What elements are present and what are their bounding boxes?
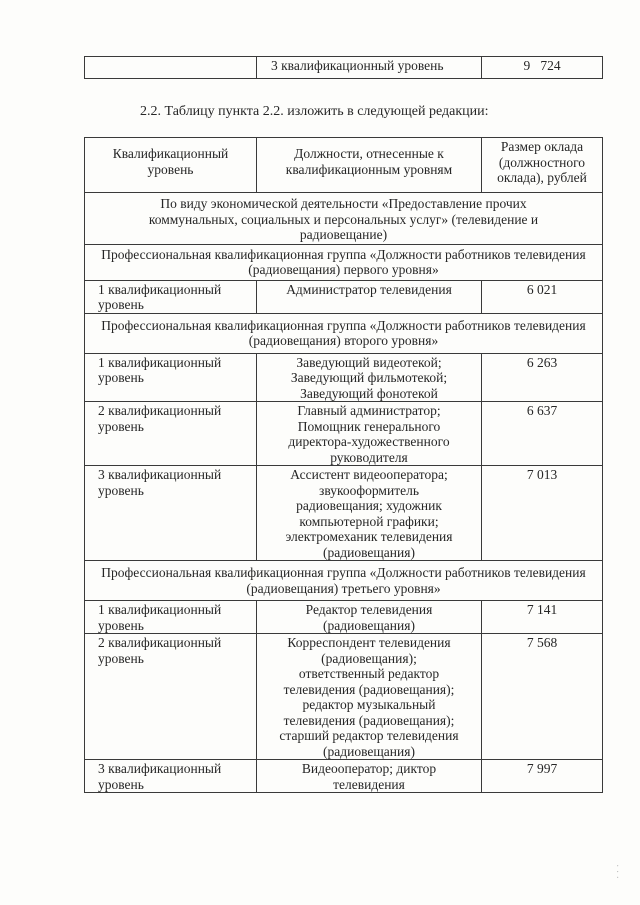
table-row [85,466,603,561]
table-row [85,634,603,760]
level-cell: 2 квалификационный уровень [85,634,257,760]
positions-cell: Администратор телевидения [257,280,482,313]
salary-cell: 7 997 [482,760,603,793]
group-title-row [85,561,603,601]
header-row [85,138,603,193]
header-positions: Должности, отнесенные к квалификационным уровням [257,138,482,193]
salary-table-body [85,138,603,793]
header-level: Квалификационный уровень [85,138,257,193]
positions-cell: Видеооператор; диктор телевидения [257,760,482,793]
salary-cell: 6 021 [482,280,603,313]
table-cell [85,57,257,79]
continued-table [84,56,603,79]
group-title-row [85,313,603,353]
salary-cell: 7 013 [482,466,603,561]
table-row [85,280,603,313]
scan-mark: · · · [611,864,622,879]
positions-cell: Заведующий видеотекой; Заведующий фильмотекой; Заведующий фонотекой [257,353,482,402]
positions-cell: Редактор телевидения (радиовещания) [257,601,482,634]
level-cell: 3 квалификационный уровень [85,760,257,793]
salary-cell: 6 637 [482,402,603,466]
table-row [85,57,603,79]
group-title-cell: Профессиональная квалификационная группа «Должности работников телевидения (радиовещания) третьего уровня» [85,561,603,601]
group-title-cell: Профессиональная квалификационная группа «Должности работников телевидения (радиовещания) первого уровня» [85,244,603,280]
section-caption: 2.2. Таблицу пункта 2.2. изложить в следующей редакции: [140,104,489,119]
header-salary: Размер оклада (должностного оклада), рублей [482,138,603,193]
positions-cell: Главный администратор; Помощник генерального директора-художественного руководителя [257,402,482,466]
level-cell: 1 квалификационный уровень [85,353,257,402]
salary-table [84,137,603,793]
salary-cell: 7 568 [482,634,603,760]
level-cell: 2 квалификационный уровень [85,402,257,466]
group-title-row [85,244,603,280]
positions-cell: Корреспондент телевидения (радиовещания); ответственный редактор телевидения (радиовещания); редактор музыкальный телевидения (радиовещания); старший редактор телевидения (радиовещания) [257,634,482,760]
level-cell: 3 квалификационный уровень [85,466,257,561]
activity-row [85,193,603,245]
table-row [85,353,603,402]
positions-cell: Ассистент видеооператора; звукооформитель радиовещания; художник компьютерной графики; электромеханик телевидения (радиовещания) [257,466,482,561]
group-title-cell: Профессиональная квалификационная группа «Должности работников телевидения (радиовещания) второго уровня» [85,313,603,353]
level-cell: 1 квалификационный уровень [85,280,257,313]
salary-cell: 9 724 [482,57,603,79]
table-row [85,402,603,466]
table-row [85,760,603,793]
salary-cell: 7 141 [482,601,603,634]
table-row [85,601,603,634]
level-cell: 3 квалификационный уровень [257,57,482,79]
level-cell: 1 квалификационный уровень [85,601,257,634]
activity-cell: По виду экономической деятельности «Предоставление прочих коммунальных, социальных и персональных услуг» (телевидение и радиовещание) [85,193,603,245]
salary-cell: 6 263 [482,353,603,402]
